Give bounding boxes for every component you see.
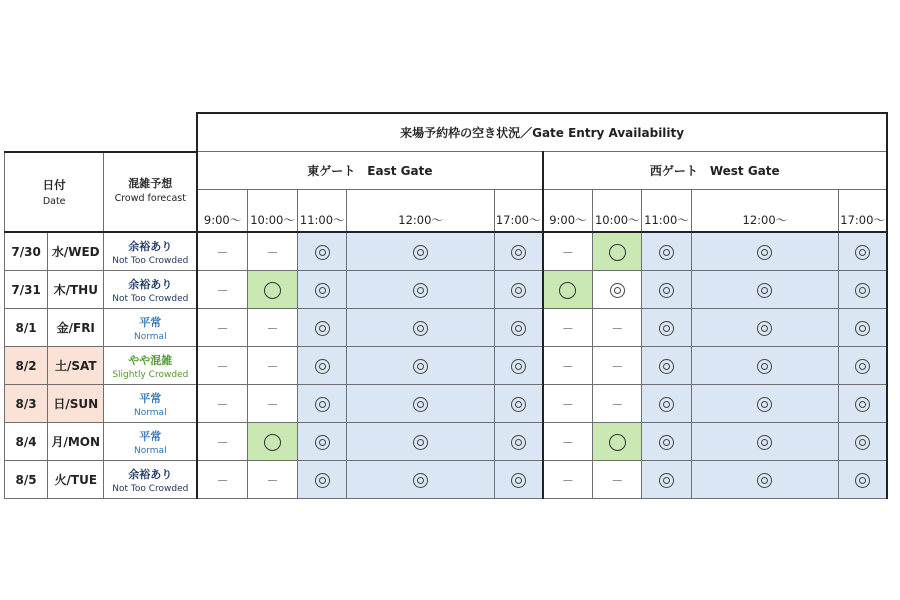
east-time-1100: 11:00～ [298, 190, 347, 233]
date-cell: 7/31 [5, 271, 48, 309]
double-circle-icon [757, 473, 772, 488]
double-circle-icon [315, 245, 330, 260]
forecast-cell [104, 423, 197, 461]
dash-symbol: － [561, 436, 574, 450]
west-slot-cell [691, 232, 839, 271]
west-slot-cell [543, 309, 593, 347]
double-circle-icon [413, 435, 428, 450]
east-slot-cell [247, 309, 297, 347]
west-slot-cell [839, 423, 887, 461]
availability-rows [5, 232, 888, 499]
east-slot-cell [494, 385, 542, 423]
west-slot-cell [593, 347, 642, 385]
table-row [5, 309, 888, 347]
west-slot-cell [593, 232, 642, 271]
double-circle-icon [855, 359, 870, 374]
forecast-jp: やや混雑 [128, 353, 173, 367]
table-title: 来場予約枠の空き状況／Gate Entry Availability [197, 113, 887, 152]
double-circle-icon [855, 283, 870, 298]
double-circle-icon [511, 321, 526, 336]
dash-symbol: － [266, 246, 279, 260]
double-circle-icon [511, 435, 526, 450]
dash-symbol: － [561, 360, 574, 374]
forecast-cell [104, 385, 197, 423]
west-slot-cell [593, 271, 642, 309]
double-circle-icon [511, 283, 526, 298]
west-slot-cell [593, 461, 642, 499]
double-circle-icon [413, 359, 428, 374]
circle-icon [264, 282, 281, 299]
east-slot-cell [347, 271, 495, 309]
dash-symbol: － [561, 398, 574, 412]
date-cell: 8/5 [5, 461, 48, 499]
dash-symbol: － [216, 322, 229, 336]
forecast-en: Not Too Crowded [112, 483, 189, 494]
east-time-1700: 17:00～ [494, 190, 542, 233]
east-slot-cell [494, 461, 542, 499]
east-slot-cell [197, 347, 247, 385]
east-slot-cell [197, 309, 247, 347]
forecast-cell [104, 271, 197, 309]
double-circle-icon [413, 245, 428, 260]
east-slot-cell [247, 271, 297, 309]
west-time-0900: 9:00～ [543, 190, 593, 233]
dash-symbol: － [216, 398, 229, 412]
east-time-1200: 12:00～ [347, 190, 495, 233]
double-circle-icon [413, 321, 428, 336]
east-slot-cell [298, 309, 347, 347]
dash-symbol: － [216, 436, 229, 450]
east-slot-cell [247, 461, 297, 499]
day-of-week-cell: 土/SAT [48, 347, 104, 385]
west-slot-cell [691, 347, 839, 385]
east-slot-cell [197, 385, 247, 423]
forecast-cell [104, 232, 197, 271]
forecast-jp: 平常 [139, 315, 162, 329]
west-slot-cell [593, 309, 642, 347]
dash-symbol: － [611, 474, 624, 488]
east-slot-cell [347, 347, 495, 385]
west-slot-cell [691, 385, 839, 423]
east-slot-cell [494, 232, 542, 271]
forecast-en: Not Too Crowded [112, 255, 189, 266]
dash-symbol: － [266, 322, 279, 336]
east-slot-cell [247, 232, 297, 271]
day-of-week-cell: 月/MON [48, 423, 104, 461]
day-of-week-cell: 水/WED [48, 232, 104, 271]
west-slot-cell [543, 347, 593, 385]
double-circle-icon [757, 283, 772, 298]
east-gate-header: 東ゲート East Gate [197, 152, 542, 190]
west-slot-cell [642, 423, 691, 461]
east-slot-cell [197, 271, 247, 309]
west-slot-cell [642, 309, 691, 347]
forecast-jp: 余裕あり [128, 277, 173, 291]
west-slot-cell [839, 347, 887, 385]
date-cell: 8/4 [5, 423, 48, 461]
west-slot-cell [642, 461, 691, 499]
east-slot-cell [298, 271, 347, 309]
forecast-en: Normal [134, 407, 167, 418]
west-time-1700: 17:00～ [839, 190, 887, 233]
forecast-jp: 平常 [139, 429, 162, 443]
east-slot-cell [197, 461, 247, 499]
day-of-week-cell: 日/SUN [48, 385, 104, 423]
dash-symbol: － [266, 360, 279, 374]
forecast-jp: 余裕あり [128, 239, 173, 253]
west-slot-cell [543, 423, 593, 461]
west-slot-cell [691, 309, 839, 347]
date-cell: 7/30 [5, 232, 48, 271]
west-time-1200: 12:00～ [691, 190, 839, 233]
west-gate-header: 西ゲート West Gate [543, 152, 887, 190]
double-circle-icon [855, 473, 870, 488]
double-circle-icon [659, 321, 674, 336]
east-slot-cell [298, 423, 347, 461]
double-circle-icon [413, 283, 428, 298]
dash-symbol: － [216, 474, 229, 488]
forecast-cell [104, 461, 197, 499]
east-slot-cell [298, 385, 347, 423]
west-slot-cell [691, 461, 839, 499]
west-slot-cell [839, 461, 887, 499]
double-circle-icon [315, 283, 330, 298]
double-circle-icon [413, 473, 428, 488]
east-slot-cell [247, 347, 297, 385]
east-slot-cell [197, 423, 247, 461]
blank-corner [5, 113, 198, 152]
east-slot-cell [347, 385, 495, 423]
double-circle-icon [659, 473, 674, 488]
west-slot-cell [839, 385, 887, 423]
date-header-en: Date [42, 195, 66, 207]
forecast-jp: 平常 [139, 391, 162, 405]
east-slot-cell [247, 385, 297, 423]
dash-symbol: － [266, 398, 279, 412]
table-row [5, 347, 888, 385]
east-time-1000: 10:00～ [247, 190, 297, 233]
day-of-week-cell: 木/THU [48, 271, 104, 309]
forecast-header [104, 152, 197, 233]
forecast-en: Not Too Crowded [112, 293, 189, 304]
west-time-1100: 11:00～ [642, 190, 691, 233]
dash-symbol: － [216, 246, 229, 260]
double-circle-icon [757, 321, 772, 336]
forecast-en: Slightly Crowded [112, 369, 189, 380]
east-slot-cell [494, 423, 542, 461]
table-row [5, 385, 888, 423]
east-slot-cell [298, 232, 347, 271]
dash-symbol: － [561, 322, 574, 336]
dash-symbol: － [611, 322, 624, 336]
east-time-0900: 9:00～ [197, 190, 247, 233]
double-circle-icon [511, 359, 526, 374]
circle-icon [609, 244, 626, 261]
west-slot-cell [691, 423, 839, 461]
west-slot-cell [543, 461, 593, 499]
double-circle-icon [413, 397, 428, 412]
double-circle-icon [659, 435, 674, 450]
double-circle-icon [315, 473, 330, 488]
dash-symbol: － [611, 360, 624, 374]
west-slot-cell [593, 423, 642, 461]
west-slot-cell [642, 271, 691, 309]
west-slot-cell [642, 232, 691, 271]
east-slot-cell [298, 461, 347, 499]
date-header [5, 152, 104, 233]
dash-symbol: － [561, 474, 574, 488]
west-slot-cell [642, 347, 691, 385]
west-slot-cell [543, 271, 593, 309]
table-row [5, 461, 888, 499]
west-slot-cell [839, 232, 887, 271]
double-circle-icon [659, 245, 674, 260]
east-slot-cell [347, 232, 495, 271]
west-slot-cell [839, 309, 887, 347]
dash-symbol: － [561, 246, 574, 260]
dash-symbol: － [216, 284, 229, 298]
dash-symbol: － [611, 398, 624, 412]
east-slot-cell [347, 309, 495, 347]
double-circle-icon [659, 283, 674, 298]
east-slot-cell [347, 423, 495, 461]
dash-symbol: － [216, 360, 229, 374]
double-circle-icon [511, 397, 526, 412]
double-circle-icon [757, 245, 772, 260]
forecast-en: Normal [134, 445, 167, 456]
double-circle-icon [659, 397, 674, 412]
forecast-jp: 余裕あり [128, 467, 173, 481]
double-circle-icon [659, 359, 674, 374]
west-slot-cell [839, 271, 887, 309]
double-circle-icon [855, 397, 870, 412]
double-circle-icon [855, 245, 870, 260]
double-circle-icon [610, 283, 625, 298]
date-cell: 8/3 [5, 385, 48, 423]
double-circle-icon [855, 321, 870, 336]
double-circle-icon [511, 245, 526, 260]
day-of-week-cell: 金/FRI [48, 309, 104, 347]
forecast-cell [104, 309, 197, 347]
west-slot-cell [543, 385, 593, 423]
circle-icon [264, 434, 281, 451]
east-slot-cell [197, 232, 247, 271]
west-slot-cell [593, 385, 642, 423]
gate-availability-table [4, 112, 888, 499]
forecast-header-jp: 混雑予想 [128, 176, 173, 190]
double-circle-icon [855, 435, 870, 450]
table-row [5, 232, 888, 271]
double-circle-icon [511, 473, 526, 488]
double-circle-icon [757, 397, 772, 412]
double-circle-icon [315, 359, 330, 374]
west-slot-cell [642, 385, 691, 423]
east-slot-cell [494, 347, 542, 385]
dash-symbol: － [266, 474, 279, 488]
double-circle-icon [315, 321, 330, 336]
forecast-en: Normal [134, 331, 167, 342]
double-circle-icon [757, 359, 772, 374]
circle-icon [609, 434, 626, 451]
forecast-header-en: Crowd forecast [114, 192, 186, 204]
table-row [5, 423, 888, 461]
east-slot-cell [347, 461, 495, 499]
east-slot-cell [247, 423, 297, 461]
forecast-cell [104, 347, 197, 385]
west-slot-cell [543, 232, 593, 271]
east-slot-cell [494, 271, 542, 309]
double-circle-icon [315, 435, 330, 450]
double-circle-icon [315, 397, 330, 412]
east-slot-cell [494, 309, 542, 347]
double-circle-icon [757, 435, 772, 450]
date-cell: 8/2 [5, 347, 48, 385]
west-time-1000: 10:00～ [593, 190, 642, 233]
date-header-jp: 日付 [42, 177, 66, 192]
day-of-week-cell: 火/TUE [48, 461, 104, 499]
table-row [5, 271, 888, 309]
west-slot-cell [691, 271, 839, 309]
circle-icon [559, 282, 576, 299]
date-cell: 8/1 [5, 309, 48, 347]
east-slot-cell [298, 347, 347, 385]
